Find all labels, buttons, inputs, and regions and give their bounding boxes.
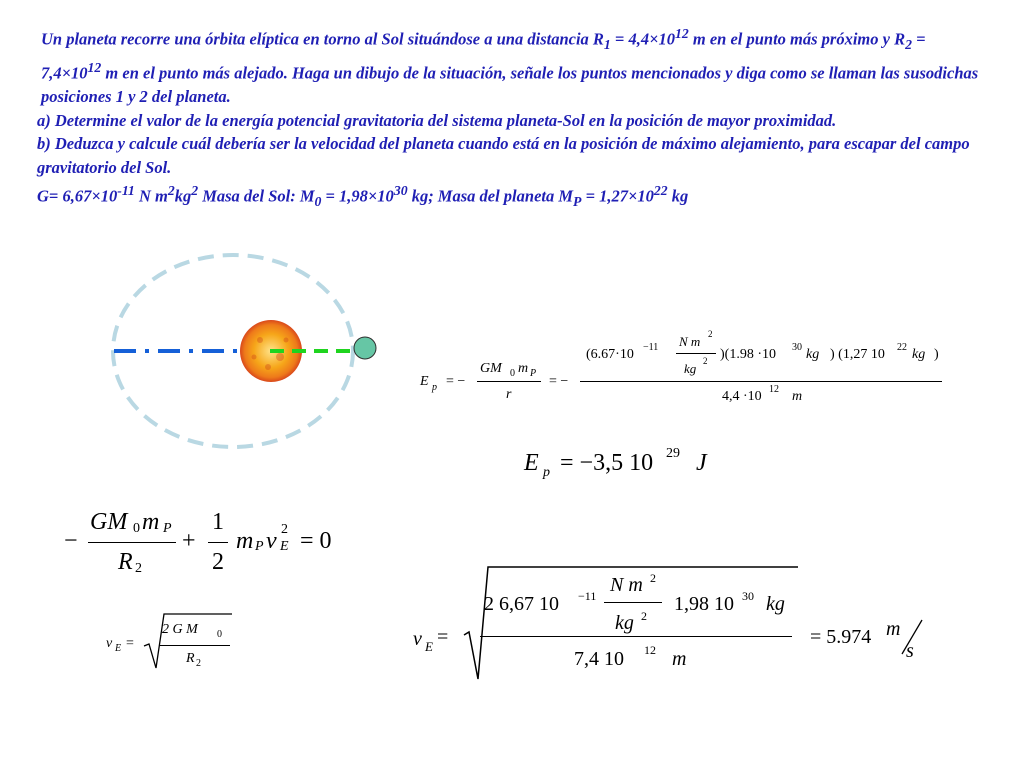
- ep-result: E p = −3,5 10 29 J: [524, 446, 707, 480]
- problem-intro: Un planeta recorre una órbita elíptica en torno al Sol situándose a una distancia $R_1 = 4,4\times 10^{12}$ m en el punto más próximo y $R_2 = 7,4\times 10^{12}$ m en el punto más alejado. Haga un dibujo de la situación, señale los puntos mencionados y diga como se llaman las susodichas posiciones 1 y 2 del planeta.: [41, 26, 979, 107]
- ve-large-frac-line: [480, 636, 792, 637]
- ep-formula: E p = − GM 0 m P r = − (6.67·10 −11 N m 2 kg 2 )(1.98 ·10 30 kg ) (1,27 10 22 kg ) 4,4 ·10 12 m: [0, 0, 1024, 768]
- ve-large-formula: v E = 2 6,67 10 −11 N m 2 kg 2 1,98 10 30 kg 7,4 10 12 m = 5.974 m s: [0, 0, 1024, 768]
- problem-constants: $G= 6,67\times 10^{-11}$ N $m^2kg^2$ Masa del Sol: $M_0 = 1,98\times 10^{30}$ kg; Masa del planeta $M_P = 1,27\times 10^{22}$ kg: [37, 183, 689, 210]
- ve-large-unit-line: [604, 602, 662, 603]
- problem-part-b: b) Deduzca y calcule cuál debería ser la velocidad del planeta cuando está en la posición de máximo alejamiento, para escapar del campo gravitatorio del Sol.: [37, 134, 970, 177]
- energy-equation: − GM 0 m P R 2 + 1 2 m P v E 2 = 0: [64, 509, 332, 576]
- ve-small-formula: v E = 2 G M 0 R 2: [0, 0, 1024, 768]
- problem-part-a: a) Determine el valor de la energía potencial gravitatoria del sistema planeta-Sol en la posición de mayor proximidad.: [37, 110, 837, 130]
